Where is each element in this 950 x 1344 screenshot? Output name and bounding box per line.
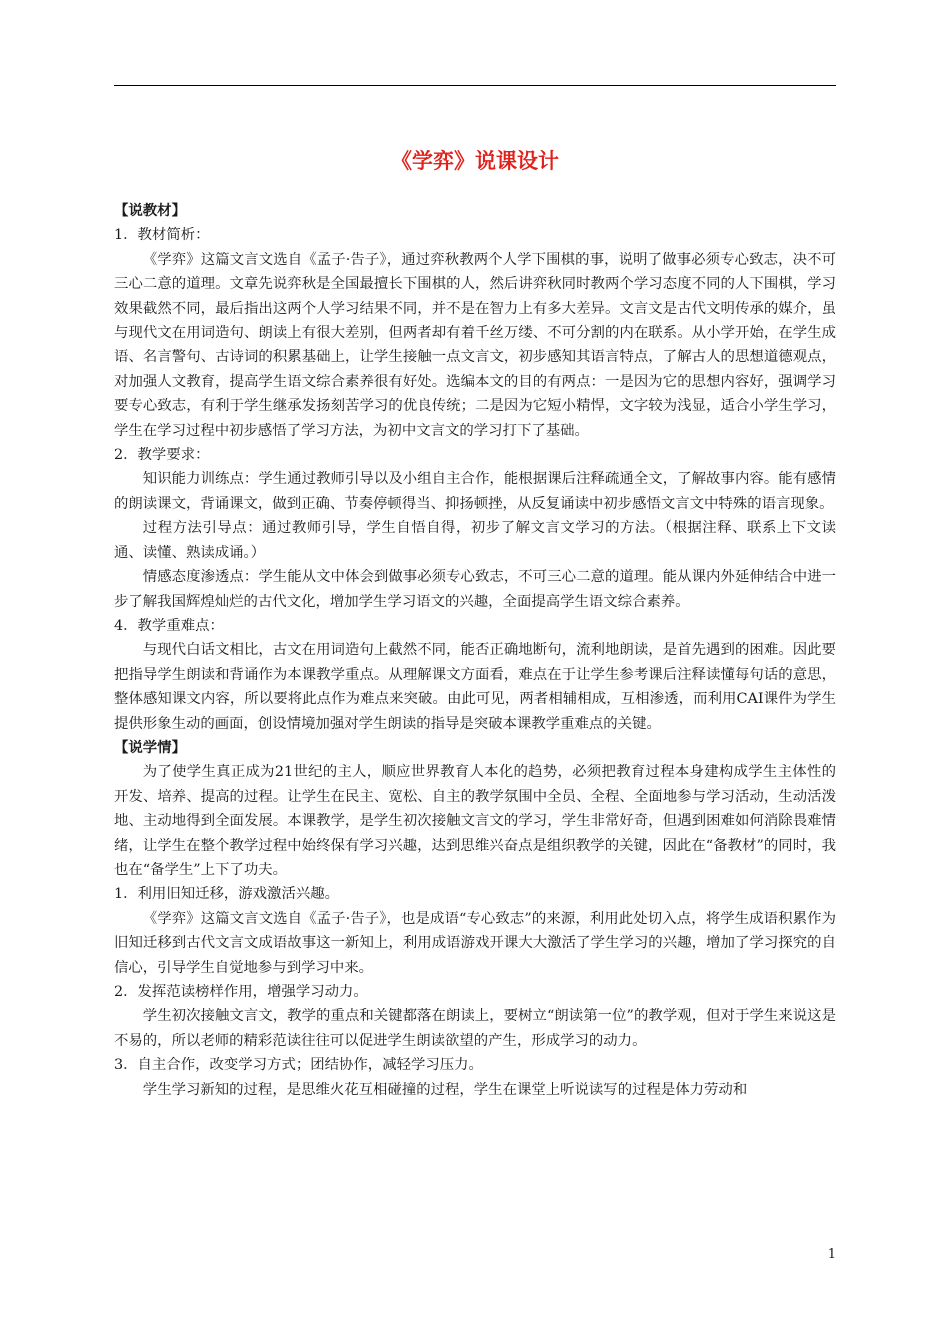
numbered-item: 2．发挥范读榜样作用，增强学习动力。 xyxy=(114,984,368,1000)
document-body xyxy=(114,199,836,1102)
body-paragraph: 情感态度渗透点：学生能从文中体会到做事必须专心致志，不可三心二意的道理。能从课内外延伸结合中进一步了解我国辉煌灿烂的古代文化，增加学生学习语文的兴趣，全面提高学生语文综合素养。 xyxy=(114,569,836,610)
section-heading: 【说学情】 xyxy=(114,738,186,756)
page-number: 1 xyxy=(827,1247,836,1262)
body-paragraph: 《学弈》这篇文言文选自《孟子·告子》，也是成语“专心致志”的来源，利用此处切入点，将学生成语积累作为旧知迁移到古代文言文成语故事这一新知上，利用成语游戏开课大大激活了学生学习的兴趣，增加了学习探究的自信心，引导学生自觉地参与到学习中来。 xyxy=(114,910,836,976)
body-paragraph: 学生初次接触文言文，教学的重点和关键都落在朗读上，要树立“朗读第一位”的教学观，但对于学生来说这是不易的，所以老师的精彩范读往往可以促进学生朗读欲望的产生，形成学习的动力。 xyxy=(114,1008,836,1049)
numbered-item: 2．教学要求： xyxy=(114,447,210,464)
numbered-item: 4．教学重难点： xyxy=(114,617,224,634)
body-paragraph: 为了使学生真正成为21世纪的主人，顺应世界教育人本化的趋势，必须把教育过程本身建构成学生主体性的开发、培养、提高的过程。让学生在民主、宽松、自主的教学氛围中全员、全程、全面地参与学习活动，生动活泼地、主动地得到全面发展。本课教学，是学生初次接触文言文的学习，学生非常好奇，但遇到困难如何消除畏难情绪，让学生在整个教学过程中始终保有学习兴趣，达到思维兴奋点是组织教学的关键，因此在“备教材”的同时，我也在“备学生”上下了功夫。 xyxy=(114,764,836,878)
body-paragraph: 《学弈》这篇文言文选自《孟子·告子》，通过弈秋教两个人学下围棋的事，说明了做事必须专心致志，决不可三心二意的道理。文章先说弈秋是全国最擅长下围棋的人，然后讲弈秋同时教两个学习态度不同的人下围棋，学习效果截然不同，最后指出这两个人学习结果不同，并不是在智力上有多大差异。文言文是古代文明传承的媒介，虽与现代文在用词造句、朗读上有很大差别，但两者却有着千丝万缕、不可分割的内在联系。从小学开始，在学生成语、名言警句、古诗词的积累基础上，让学生接触一点文言文，初步感知其语言特点，了解古人的思想道德观点，对加强人文教育，提高学生语文综合素养很有好处。选编本文的目的有两点：一是因为它的思想内容好，强调学习要专心致志，有利于学生继承发扬刻苦学习的优良传统；二是因为它短小精悍，文字较为浅显，适合小学生学习，学生在学习过程中初步感悟了学习方法，为初中文言文的学习打下了基础。 xyxy=(114,251,836,439)
document-title: 《学弈》说课设计 xyxy=(391,148,559,173)
body-paragraph: 学生学习新知的过程，是思维火花互相碰撞的过程，学生在课堂上听说读写的过程是体力劳动和 xyxy=(142,1081,748,1098)
numbered-item: 1．教材简析： xyxy=(114,227,210,244)
numbered-item: 3．自主合作，改变学习方式；团结协作，减轻学习压力。 xyxy=(114,1057,483,1074)
body-paragraph: 与现代白话文相比，古文在用词造句上截然不同，能否正确地断句，流利地朗读，是首先遇到的困难。因此要把指导学生朗读和背诵作为本课教学重点。从理解课文方面看，难点在于让学生参考课后注释读懂每句话的意思，整体感知课文内容，所以要将此点作为难点来突破。由此可见，两者相辅相成，互相渗透，而利用CAI课件为学生提供形象生动的画面，创设情境加强对学生朗读的指导是突破本课教学重难点的关键。 xyxy=(114,642,836,732)
numbered-item: 1．利用旧知迁移，游戏激活兴趣。 xyxy=(114,886,340,903)
body-paragraph: 知识能力训练点：学生通过教师引导以及小组自主合作，能根据课后注释疏通全文，了解故事内容。能有感情的朗读课文，背诵课文，做到正确、节奏停顿得当、抑扬顿挫，从反复诵读中初步感悟文言文中特殊的语言现象。 xyxy=(114,471,836,512)
body-paragraph: 过程方法引导点：通过教师引导，学生自悟自得，初步了解文言文学习的方法。（根据注释、联系上下文读通、读懂、熟读成诵。） xyxy=(114,520,836,561)
header-rule xyxy=(114,85,836,86)
section-heading: 【说教材】 xyxy=(114,202,186,219)
